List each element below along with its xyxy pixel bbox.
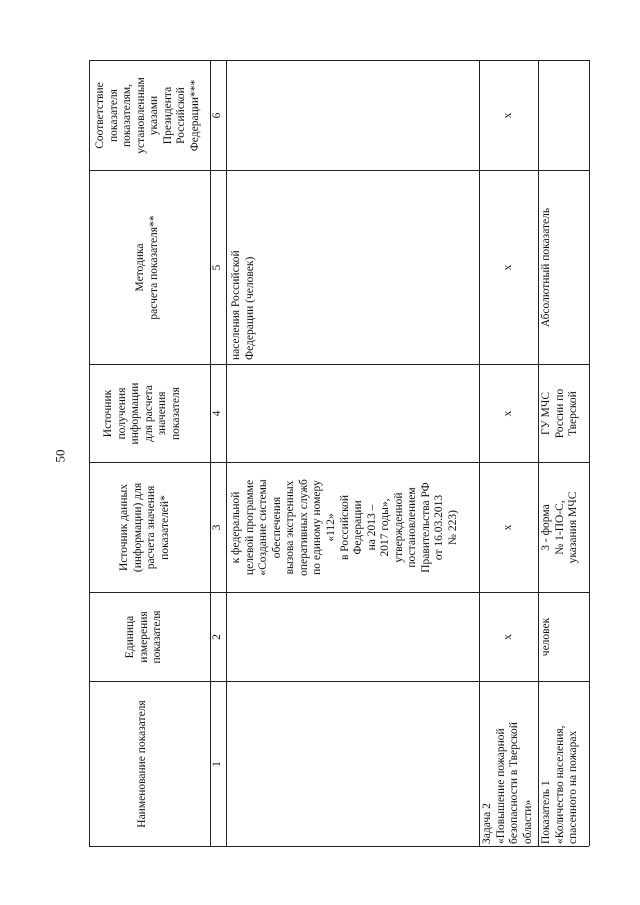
page-number: 50	[52, 449, 67, 463]
col-number-3: 3	[211, 524, 223, 531]
col-number-1: 1	[211, 761, 223, 767]
header-data-source: Источник данных (информации) для расчета значения показателей*	[118, 482, 171, 573]
header-info-source: Источник получения информации для расчета значения показателя	[102, 382, 182, 445]
col-number-4: 4	[211, 410, 223, 417]
table-row-task-2-unit: x	[502, 634, 514, 640]
table-row-task-2-compliance: x	[502, 112, 514, 119]
table-row-task-2-name: Задача 2 «Повышение пожарной безопасности в Тверской области»	[481, 722, 534, 844]
col-number-2: 2	[211, 634, 223, 640]
col-number-6: 6	[211, 112, 223, 119]
table-row-continuation-method: населения Российской Федерации (человек)	[230, 250, 256, 360]
table-row-task-2-info-source: x	[502, 410, 514, 417]
table-row-continuation-source: к федеральной целевой программе «Создание системы обеспечения вызова экстренных оперативных служб по единому номеру «112» в Российской Федерации на 2013 – 2017 годы», утвержденной постановлением Правительства РФ от 16.03.2013 № 223)	[230, 479, 459, 576]
col-number-5: 5	[211, 264, 223, 271]
header-unit: Единица измерения показателя	[124, 610, 164, 664]
table-row-task-2-data-source: x	[502, 524, 514, 531]
header-indicator-name: Наименование показателя	[136, 700, 148, 828]
header-decree-compliance: Соответствие показателя показателям, установленным указами Президента Российской Федерации***	[94, 77, 201, 154]
table-row-indicator-1-name: Показатель 1 «Количество населения, спасенного на пожарах	[540, 725, 580, 844]
table-row-indicator-1-unit: человек	[540, 617, 552, 657]
table-row-task-2-method: x	[502, 264, 514, 271]
header-method: Методика расчета показателя**	[134, 215, 160, 320]
table-row-indicator-1-info-source: ГУ МЧС России по Тверской	[540, 388, 580, 439]
table-row-indicator-1-method: Абсолютный показатель	[540, 207, 552, 328]
table-row-indicator-1-data-source: 3 - форма № 1-ПО-С, указания МЧС	[540, 491, 580, 564]
